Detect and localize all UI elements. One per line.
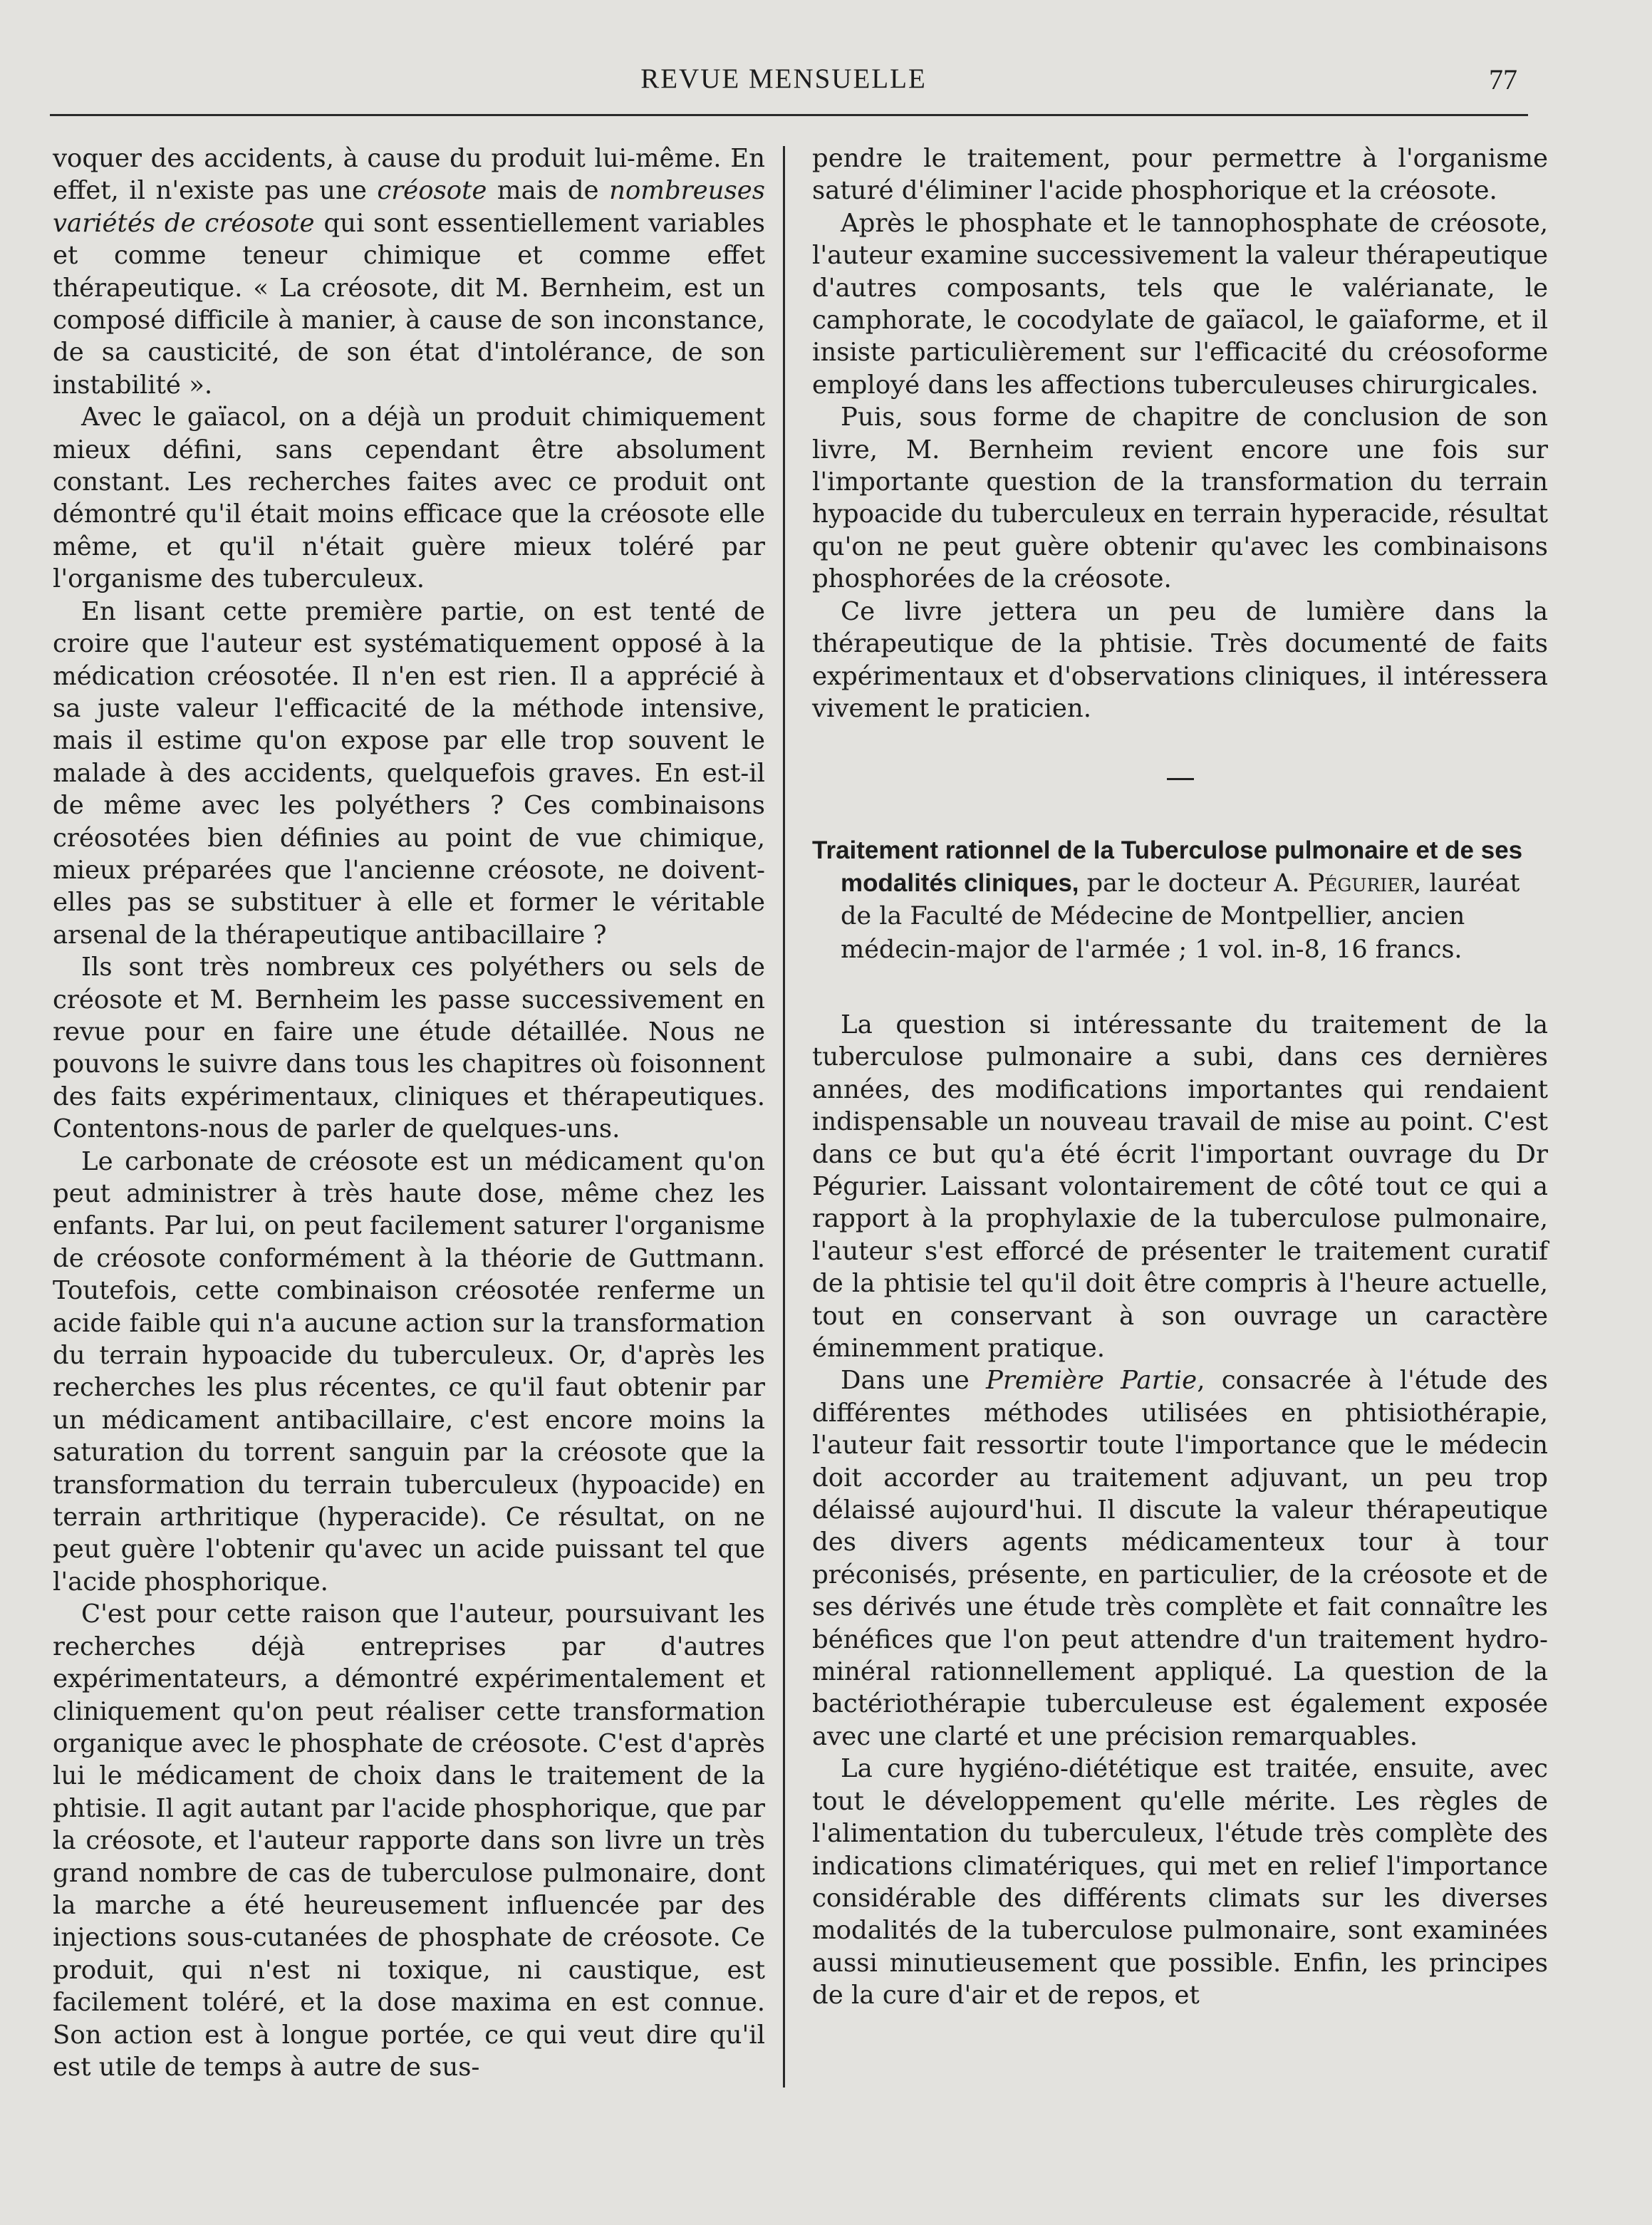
paragraph: Après le phosphate et le tannophosphate de créosote, l'auteur examine successivement la valeur thérapeutique d'autres composants, tels que le valérianate, le camphorate, le cocodylate de gaïacol, le gaïaforme, et il insiste particulièrement sur l'efficacité du créosoforme employé dans les affections tuberculeuses chirurgicales.	[812, 208, 1548, 400]
paragraph: Le carbonate de créosote est un médicament qu'on peut administrer à très haute dose, même chez les enfants. Par lui, on peut facilement saturer l'organisme de créosote conformément à la théorie de Guttmann. Toutefois, cette combinaison créosotée renferme un acide faible qui n'a aucune action sur la transformation du terrain hypoacide du tuberculeux. Or, d'après les recherches les plus récentes, ce qu'il faut obtenir par un médicament antibacillaire, c'est encore moins la saturation du torrent sanguin par la créosote que la transformation du terrain tuberculeux (hypoacide) en terrain arthritique (hyperacide). Ce résultat, on ne peut guère l'obtenir qu'avec un acide puissant tel que l'acide phosphorique.	[53, 1146, 765, 1597]
paragraph: La question si intéressante du traitement de la tuberculose pulmonaire a subi, dans ces dernières années, des modifications importantes qui rendaient indispensable un nouveau travail de mise au point. C'est dans ce but qu'a été écrit l'important ouvrage du Dr Pégurier. Laissant volontairement de côté tout ce qui a rapport à la prophylaxie de la tuberculose pulmonaire, l'auteur s'est efforcé de présenter le traitement curatif de la phtisie tel qu'il doit être compris à l'heure actuelle, tout en conservant à son ouvrage un caractère éminemment pratique.	[812, 1010, 1548, 1363]
column-divider	[783, 146, 785, 2087]
paragraph: Ce livre jettera un peu de lumière dans la thérapeutique de la phtisie. Très documenté de faits expérimentaux et d'observations cliniques, il intéressera vivement le praticien.	[812, 596, 1548, 723]
paragraph: Ils sont très nombreux ces polyéthers ou sels de créosote et M. Bernheim les passe successivement en revue pour en faire une étude détaillée. Nous ne pouvons le suivre dans tous les chapitres où foisonnent des faits expérimentaux, cliniques et thérapeutiques. Contentons-nous de parler de quelques-uns.	[53, 953, 765, 1144]
paragraph: Dans une Première Partie, consacrée à l'étude des différentes méthodes utilisées en phtisiothérapie, l'auteur fait ressortir toute l'importance que le médecin doit accorder au traitement adjuvant, un peu trop délaissé aujourd'hui. Il discute la valeur thérapeutique des divers agents médicamenteux tour à tour préconisés, présente, en particulier, de la créosote et de ses dérivés une étude très complète et fait connaître les bénéfices que l'on peut attendre d'un traitement hydro-minéral rationnellement appliqué. La question de la bactériothérapie tuberculeuse est également exposée avec une clarté et une précision remarquables.	[812, 1366, 1549, 1751]
page-number: 77	[1489, 63, 1517, 95]
emphasis: nombreuses variétés de créosote	[53, 176, 765, 238]
emphasis: créosote	[377, 176, 487, 206]
paragraph: Puis, sous forme de chapitre de conclusion de son livre, M. Bernheim revient encore une fois sur l'importante question de la transformation du terrain hypoacide du tuberculeux en terrain hyperacide, résultat qu'on ne peut guère obtenir qu'avec les combinaisons phosphorées de la créosote.	[812, 403, 1548, 594]
paragraph: C'est pour cette raison que l'auteur, poursuivant les recherches déjà entreprises par d'autres expérimentateurs, a démontré expérimentalement et cliniquement qu'on peut réaliser cette transformation organique avec le phosphate de créosote. C'est d'après lui le médicament de choix dans le traitement de la phtisie. Il agit autant par l'acide phosphorique, que par la créosote, et l'auteur rapporte dans son livre un très grand nombre de cas de tuberculose pulmonaire, dont la marche a été heureusement influencée par des injections sous-cutanées de phosphate de créosote. Ce produit, qui n'est ni toxique, ni caustique, est facilement toléré, et la dose maxima en est connue. Son action est à longue portée, ce qui veut dire qu'il est utile de temps à autre de sus-	[53, 1599, 765, 2082]
journal-title: REVUE MENSUELLE	[640, 63, 927, 94]
paragraph: voquer des accidents, à cause du produit lui-même. En effet, il n'existe pas une créosote mais de nombreuses variétés de créosote qui sont essentiellement variables et comme teneur chimique et comme effet thérapeutique. « La créosote, dit M. Bernheim, est un composé difficile à manier, à cause de son inconstance, de sa causticité, de son état d'intolérance, de son instabilité ».	[53, 144, 766, 400]
book-title: Traitement rationnel de la Tuberculose pulmonaire et de ses modalités cliniques,	[812, 836, 1523, 897]
paragraph: En lisant cette première partie, on est tenté de croire que l'auteur est systématiquement opposé à la médication créosotée. Il n'en est rien. Il a apprécié à sa juste valeur l'efficacité de la méthode intensive, mais il estime qu'on expose par elle trop souvent le malade à des accidents, quelquefois graves. En est-il de même avec les polyéthers ? Ces combinaisons créosotées bien définies au point de vue chimique, mieux préparées que l'ancienne créosote, ne doivent-elles pas se substituer à elle et former le véritable arsenal de la thérapeutique antibacillaire ?	[53, 596, 765, 950]
header-rule	[50, 114, 1528, 116]
running-head	[50, 63, 1517, 105]
book-author: Pégurier	[1307, 868, 1414, 898]
paragraph: pendre le traitement, pour permettre à l'organisme saturé d'éliminer l'acide phosphorique et la créosote.	[812, 144, 1548, 206]
left-column	[53, 142, 765, 2083]
paragraph: La cure hygiéno-diététique est traitée, ensuite, avec tout le développement qu'elle mérite. Les règles de l'alimentation du tuberculeux, l'étude très complète des indications climatériques, qui met en relief l'importance considérable des différents climats sur les diverses modalités de la tuberculose pulmonaire, sont examinées aussi minutieusement que possible. Enfin, les principes de la cure d'air et de repos, et	[812, 1754, 1548, 2011]
right-column	[812, 142, 1548, 2012]
emphasis: Première Partie	[985, 1366, 1198, 1396]
book-review-heading: Traitement rationnel de la Tuberculose pulmonaire et de ses modalités cliniques, par le docteur A. Pégurier, lauréat de la Faculté de Médecine de Montpellier, ancien médecin-major de l'armée ; 1 vol. in-8, 16 francs.	[812, 836, 1523, 964]
section-separator	[812, 762, 1548, 776]
paragraph: Avec le gaïacol, on a déjà un produit chimiquement mieux défini, sans cependant être absolument constant. Les recherches faites avec ce produit ont démontré qu'il était moins efficace que la créosote elle même, et qu'il n'était guère mieux toléré par l'organisme des tuberculeux.	[53, 403, 765, 594]
